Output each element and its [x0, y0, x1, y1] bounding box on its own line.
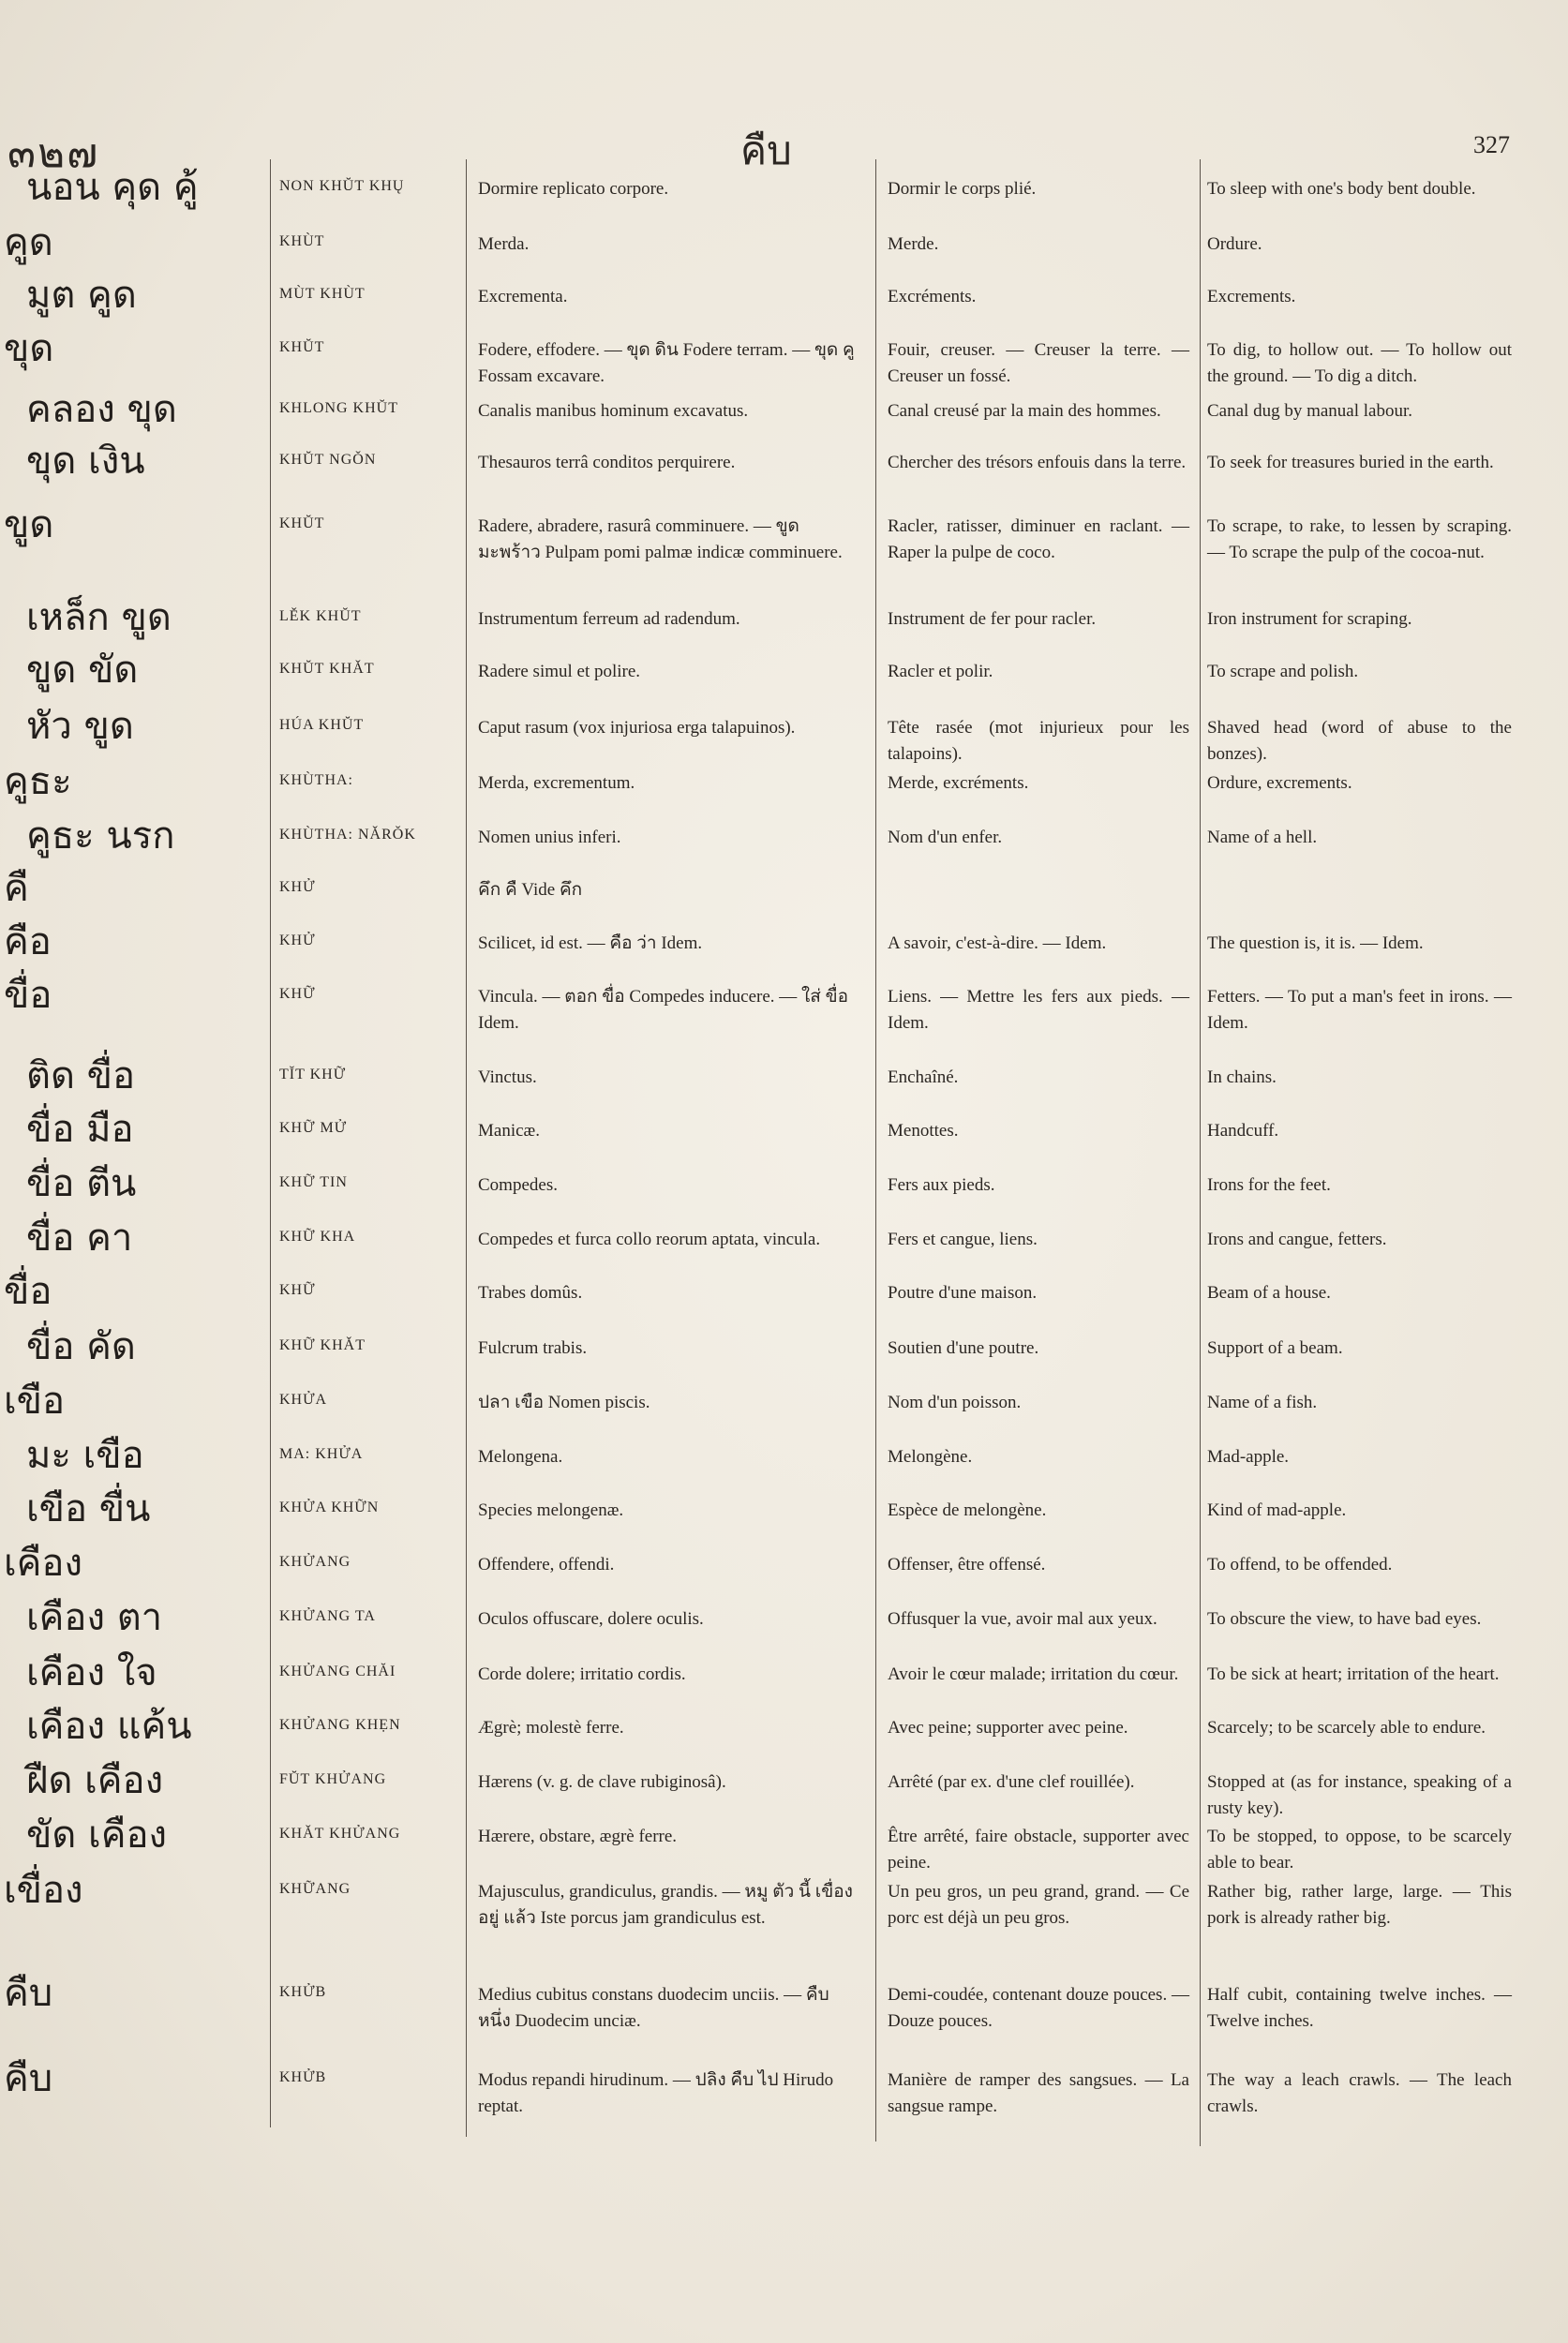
english-definition: To dig, to hollow out. — To hollow out the ground. — To dig a ditch.	[1207, 340, 1512, 386]
romanization: KHỬANG CHĂI	[279, 1664, 396, 1679]
latin-definition: Trabes domûs.	[478, 1283, 583, 1303]
english-definition: Shaved head (word of abuse to the bonzes).	[1207, 718, 1512, 764]
latin-definition: Offendere, offendi.	[478, 1555, 615, 1574]
thai-headword: คืบ	[4, 2057, 53, 2100]
romanization: KHÙTHA:	[279, 772, 353, 788]
english-definition: Support of a beam.	[1207, 1338, 1343, 1358]
latin-definition: Hærens (v. g. de clave rubiginosâ).	[478, 1772, 726, 1792]
latin-definition: Modus repandi hirudinum. — ปลิง คืบ ไป Hirudo reptat.	[478, 2070, 834, 2116]
french-definition: Melongène.	[888, 1447, 973, 1467]
english-definition: Name of a hell.	[1207, 828, 1318, 847]
romanization: KHỮ	[279, 986, 316, 1002]
english-definition: Irons for the feet.	[1207, 1175, 1331, 1195]
french-definition: Instrument de fer pour racler.	[888, 609, 1097, 629]
romanization: FŬT KHỬANG	[279, 1771, 387, 1787]
thai-headword: เขื่อง	[4, 1869, 83, 1912]
french-definition: Offenser, être offensé.	[888, 1555, 1046, 1574]
left-page-number: ๓๒๗	[7, 129, 100, 177]
french-definition: Poutre d'une maison.	[888, 1283, 1038, 1303]
latin-definition: Vincula. — ตอก ขื่อ Compedes inducere. — ใส่ ขื่อ Idem.	[478, 987, 849, 1033]
thai-headword: ขื่อ คัด	[26, 1325, 136, 1368]
latin-definition: คึก คื Vide คึก	[478, 880, 583, 900]
latin-definition: Excrementa.	[478, 287, 568, 306]
romanization: KHỬ	[279, 879, 316, 895]
latin-definition: Instrumentum ferreum ad radendum.	[478, 609, 740, 629]
english-definition: The way a leach crawls. — The leach crawls.	[1207, 2070, 1512, 2116]
romanization: KHǍT KHỬANG	[279, 1826, 401, 1842]
romanization: LĚK KHŬT	[279, 608, 362, 624]
thai-headword: ขื่อ คา	[26, 1216, 133, 1260]
romanization: KHỬANG TA	[279, 1608, 376, 1624]
romanization: KHỬANG	[279, 1554, 351, 1570]
thai-headword: คือ	[4, 920, 52, 963]
thai-headword: คื	[4, 867, 29, 910]
romanization: MÙT KHÙT	[279, 286, 366, 302]
english-definition: Name of a fish.	[1207, 1393, 1318, 1412]
latin-definition: ปลา เขือ Nomen piscis.	[478, 1393, 650, 1412]
thai-headword: ขื่อ ตีน	[26, 1162, 137, 1205]
romanization: MA: KHỬA	[279, 1446, 364, 1462]
french-definition: Canal creusé par la main des hommes.	[888, 401, 1161, 421]
thai-headword: เหล็ก ขูด	[26, 596, 172, 639]
romanization: HÚA KHŬT	[279, 717, 365, 733]
thai-headword: คูธะ	[4, 760, 72, 803]
thai-headword: เคือง ตา	[26, 1596, 163, 1639]
romanization: KHỮANG	[279, 1881, 351, 1897]
english-definition: Beam of a house.	[1207, 1283, 1331, 1303]
thai-headword: ขื่อ	[4, 1270, 52, 1313]
french-definition: Arrêté (par ex. d'une clef rouillée).	[888, 1772, 1135, 1792]
thai-headword: ขัด เคือง	[26, 1813, 168, 1857]
thai-headword: คูธะ นรก	[26, 814, 175, 858]
romanization: TĬT KHỮ	[279, 1067, 347, 1082]
romanization: NON KHŬT KHŲ	[279, 178, 405, 194]
thai-headword: ขุด เงิน	[26, 440, 145, 483]
latin-definition: Thesauros terrâ conditos perquirere.	[478, 453, 736, 472]
french-definition: Fers aux pieds.	[888, 1175, 995, 1195]
french-definition: Merde, excréments.	[888, 773, 1029, 793]
romanization: KHỬB	[279, 1984, 327, 2000]
latin-definition: Manicæ.	[478, 1121, 540, 1141]
french-definition: Être arrêté, faire obstacle, supporter avec peine.	[888, 1827, 1189, 1873]
latin-definition: Melongena.	[478, 1447, 563, 1467]
english-definition: To be sick at heart; irritation of the heart.	[1207, 1664, 1500, 1684]
thai-headword: ติด ขื่อ	[26, 1054, 136, 1097]
french-definition: Enchaîné.	[888, 1067, 959, 1087]
latin-definition: Fodere, effodere. — ขุด ดิน Fodere terram. — ขุด คู Fossam excavare.	[478, 340, 855, 386]
latin-definition: Scilicet, id est. — คือ ว่า Idem.	[478, 933, 703, 953]
romanization: KHỮ MỬ	[279, 1120, 348, 1136]
french-definition: Liens. — Mettre les fers aux pieds. — Idem.	[888, 987, 1189, 1033]
english-definition: Kind of mad-apple.	[1207, 1500, 1347, 1520]
romanization: KHÙTHA: NǍRǑK	[279, 827, 416, 843]
french-definition: Merde.	[888, 234, 939, 254]
romanization: KHLONG KHŬT	[279, 400, 398, 416]
english-definition: Rather big, rather large, large. — This pork is already rather big.	[1207, 1882, 1512, 1928]
english-definition: The question is, it is. — Idem.	[1207, 933, 1424, 953]
latin-definition: Oculos offuscare, dolere oculis.	[478, 1609, 704, 1629]
romanization: KHỬ	[279, 933, 316, 948]
english-definition: To be stopped, to oppose, to be scarcely able to bear.	[1207, 1827, 1512, 1873]
english-definition: Irons and cangue, fetters.	[1207, 1230, 1387, 1249]
french-definition: Manière de ramper des sangsues. — La sangsue rampe.	[888, 2070, 1189, 2116]
latin-definition: Ægrè; molestè ferre.	[478, 1718, 624, 1738]
english-definition: Canal dug by manual labour.	[1207, 401, 1412, 421]
thai-headword: เขือ ขื่น	[26, 1487, 151, 1530]
thai-headword: เขือ	[4, 1380, 66, 1423]
thai-headword: เคือง แค้น	[26, 1705, 192, 1748]
french-definition: Espèce de melongène.	[888, 1500, 1047, 1520]
french-definition: Soutien d'une poutre.	[888, 1338, 1039, 1358]
english-definition: To offend, to be offended.	[1207, 1555, 1393, 1574]
romanization: KHŬT	[279, 515, 325, 531]
romanization: KHỬA	[279, 1392, 328, 1408]
english-definition: Handcuff.	[1207, 1121, 1279, 1141]
french-definition: Nom d'un enfer.	[888, 828, 1003, 847]
thai-headword: นอน คุด คู้	[26, 166, 199, 209]
latin-definition: Medius cubitus constans duodecim unciis. — คืบ หนึ่ง Duodecim unciæ.	[478, 1985, 829, 2031]
english-definition: To obscure the view, to have bad eyes.	[1207, 1609, 1482, 1629]
romanization: KHỮ	[279, 1282, 316, 1298]
french-definition: Chercher des trésors enfouis dans la terre.	[888, 453, 1187, 472]
french-definition: Un peu gros, un peu grand, grand. — Ce porc est déjà un peu gros.	[888, 1882, 1189, 1928]
latin-definition: Fulcrum trabis.	[478, 1338, 588, 1358]
latin-definition: Hærere, obstare, ægrè ferre.	[478, 1827, 678, 1846]
column-rule-2	[466, 159, 467, 2137]
french-definition: Fers et cangue, liens.	[888, 1230, 1038, 1249]
romanization: KHỮ KHǍT	[279, 1337, 366, 1353]
thai-headword: มูต คูด	[26, 274, 137, 317]
thai-headword: เคือง	[4, 1542, 82, 1585]
french-definition: Offusquer la vue, avoir mal aux yeux.	[888, 1609, 1157, 1629]
english-definition: Iron instrument for scraping.	[1207, 609, 1412, 629]
latin-definition: Dormire replicato corpore.	[478, 179, 669, 199]
thai-headword: ขูด ขัด	[26, 649, 139, 692]
column-rule-1	[270, 159, 271, 2127]
french-definition: Nom d'un poisson.	[888, 1393, 1022, 1412]
latin-definition: Species melongenæ.	[478, 1500, 624, 1520]
french-definition: Avec peine; supporter avec peine.	[888, 1718, 1128, 1738]
french-definition: Tête rasée (mot injurieux pour les talapoins).	[888, 718, 1189, 764]
thai-headword: ฝืด เคือง	[26, 1759, 164, 1802]
english-definition: Fetters. — To put a man's feet in irons. — Idem.	[1207, 987, 1512, 1033]
latin-definition: Vinctus.	[478, 1067, 537, 1087]
romanization: KHŬT NGǑN	[279, 452, 377, 468]
english-definition: To scrape and polish.	[1207, 662, 1359, 681]
latin-definition: Nomen unius inferi.	[478, 828, 621, 847]
thai-headword: คลอง ขุด	[26, 388, 177, 431]
romanization: KHŬT	[279, 339, 325, 355]
english-definition: To seek for treasures buried in the earth.	[1207, 453, 1494, 472]
latin-definition: Compedes.	[478, 1175, 558, 1195]
column-rule-4	[1200, 159, 1201, 2146]
romanization: KHỬANG KHẸN	[279, 1717, 401, 1733]
french-definition: Excréments.	[888, 287, 977, 306]
latin-definition: Radere simul et polire.	[478, 662, 641, 681]
latin-definition: Majusculus, grandiculus, grandis. — หมู ตัว นี้ เขื่อง อยู่ แล้ว Iste porcus jam grandiculus est.	[478, 1882, 853, 1928]
thai-headword: เคือง ใจ	[26, 1651, 157, 1694]
romanization: KHŬT KHǍT	[279, 661, 375, 677]
right-page-number: 327	[1473, 131, 1510, 158]
romanization: KHỮ KHA	[279, 1229, 356, 1245]
english-definition: Excrements.	[1207, 287, 1296, 306]
thai-headword: ขุด	[4, 327, 54, 370]
english-definition: Scarcely; to be scarcely able to endure.	[1207, 1718, 1486, 1738]
latin-definition: Radere, abradere, rasurâ comminuere. — ขูด มะพร้าว Pulpam pomi palmæ indicæ comminuere.	[478, 516, 843, 562]
english-definition: Ordure, excrements.	[1207, 773, 1352, 793]
english-definition: To scrape, to rake, to lessen by scraping. — To scrape the pulp of the cocoa-nut.	[1207, 516, 1512, 562]
latin-definition: Merda.	[478, 234, 530, 254]
english-definition: Ordure.	[1207, 234, 1262, 254]
page-heading: คืบ	[740, 127, 792, 173]
romanization: KHÙT	[279, 233, 325, 249]
french-definition: Avoir le cœur malade; irritation du cœur.	[888, 1664, 1179, 1684]
french-definition: Racler, ratisser, diminuer en raclant. — Raper la pulpe de coco.	[888, 516, 1189, 562]
thai-headword: มะ เขือ	[26, 1434, 144, 1477]
english-definition: To sleep with one's body bent double.	[1207, 179, 1476, 199]
english-definition: Half cubit, containing twelve inches. — Twelve inches.	[1207, 1985, 1512, 2031]
column-rule-3	[875, 159, 876, 2142]
french-definition: Menottes.	[888, 1121, 959, 1141]
latin-definition: Caput rasum (vox injuriosa erga talapuinos).	[478, 718, 796, 738]
latin-definition: Corde dolere; irritatio cordis.	[478, 1664, 686, 1684]
english-definition: Mad-apple.	[1207, 1447, 1290, 1467]
latin-definition: Compedes et furca collo reorum aptata, vincula.	[478, 1230, 821, 1249]
thai-headword: ขื่อ	[4, 974, 52, 1017]
thai-headword: คูด	[4, 221, 53, 264]
french-definition: Dormir le corps plié.	[888, 179, 1037, 199]
french-definition: Demi-coudée, contenant douze pouces. — Douze pouces.	[888, 1985, 1189, 2031]
latin-definition: Merda, excrementum.	[478, 773, 635, 793]
romanization: KHỬB	[279, 2069, 327, 2085]
english-definition: Stopped at (as for instance, speaking of a rusty key).	[1207, 1772, 1512, 1818]
latin-definition: Canalis manibus hominum excavatus.	[478, 401, 749, 421]
french-definition: Racler et polir.	[888, 662, 993, 681]
thai-headword: หัว ขูด	[26, 705, 134, 748]
thai-headword: ขูด	[4, 503, 54, 546]
thai-headword: คืบ	[4, 1972, 53, 2015]
romanization: KHỮ TIN	[279, 1174, 348, 1190]
romanization: KHỬA KHỮN	[279, 1500, 380, 1515]
french-definition: Fouir, creuser. — Creuser la terre. — Creuser un fossé.	[888, 340, 1189, 386]
french-definition: A savoir, c'est-à-dire. — Idem.	[888, 933, 1107, 953]
english-definition: In chains.	[1207, 1067, 1277, 1087]
thai-headword: ขื่อ มือ	[26, 1108, 134, 1151]
